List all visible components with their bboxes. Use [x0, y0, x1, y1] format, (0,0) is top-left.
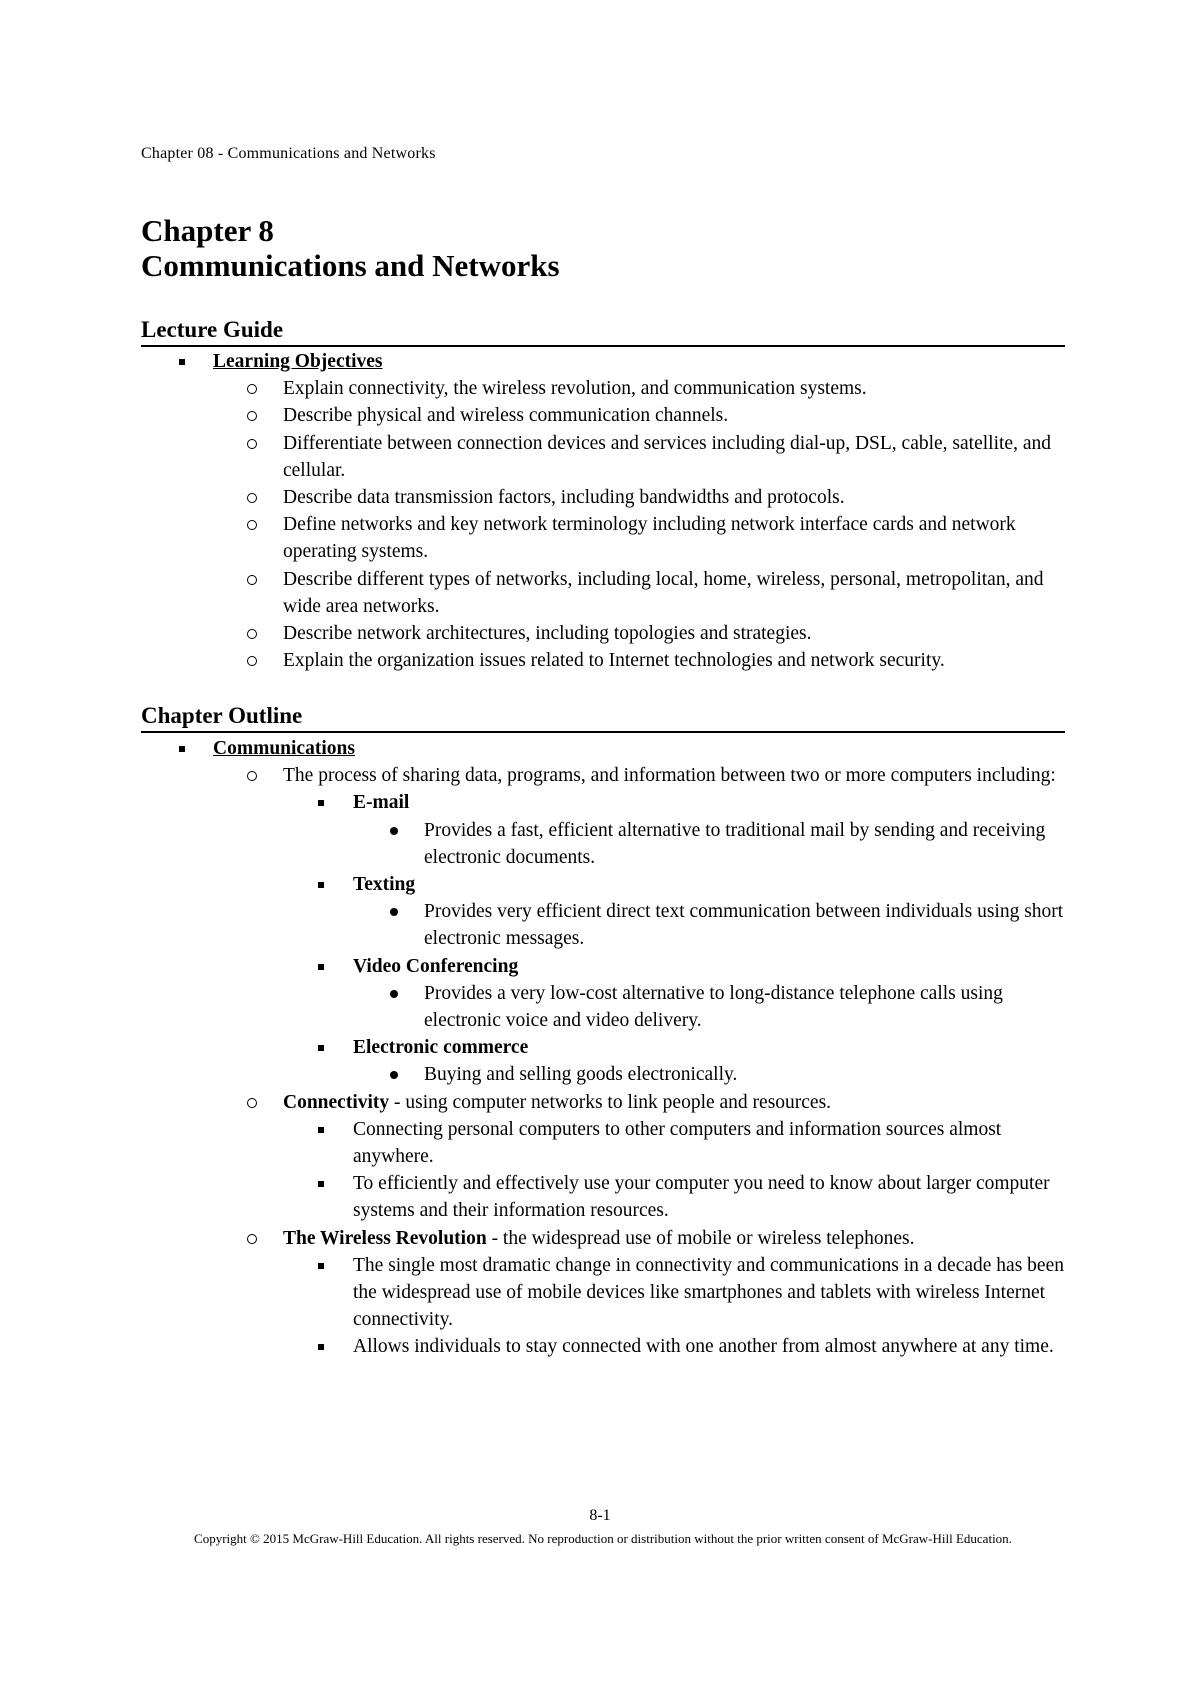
lecture-guide-heading: Lecture Guide: [141, 316, 1065, 347]
list-item: [141, 1170, 1071, 1224]
list-item: [141, 375, 1071, 402]
circle-bullet-icon: [247, 375, 257, 404]
wireless-point: Allows individuals to stay connected with one another from almost anywhere at any time.: [353, 1336, 1054, 1358]
electronic-commerce-term: Electronic commerce: [353, 1037, 529, 1059]
communications-heading: Communications: [213, 738, 355, 759]
chapter-outline-list: [141, 735, 1071, 1361]
round-bullet-icon: [390, 1061, 398, 1089]
page-number: 8-1: [589, 1507, 611, 1524]
connectivity-point: Connecting personal computers to other computers and information sources almost anywhere.: [353, 1118, 1002, 1168]
list-item: [141, 348, 1071, 375]
list-item: [141, 871, 1071, 898]
connectivity-term: Connectivity: [283, 1091, 390, 1113]
square-bullet-icon: [318, 1333, 324, 1360]
list-item: [141, 953, 1071, 980]
circle-bullet-icon: [247, 762, 257, 791]
square-bullet-icon: [318, 1034, 324, 1061]
chapter-outline-heading: Chapter Outline: [141, 702, 1065, 733]
list-item: [141, 402, 1071, 429]
list-item: [141, 1225, 1071, 1252]
list-item: [141, 1034, 1071, 1061]
square-bullet-icon: [318, 871, 324, 898]
list-item: [141, 980, 1071, 1034]
list-item: [141, 647, 1071, 674]
list-item: [141, 430, 1071, 484]
circle-bullet-icon: [247, 430, 257, 459]
list-item: [141, 789, 1071, 816]
circle-bullet-icon: [247, 1225, 257, 1254]
connectivity-definition: - using computer networks to link people and resources.: [389, 1091, 832, 1113]
objective-text: Describe data transmission factors, including bandwidths and protocols.: [283, 487, 845, 509]
list-item: [141, 762, 1071, 789]
learning-objectives-heading: Learning Objectives: [213, 351, 383, 372]
list-item: [141, 620, 1071, 647]
square-bullet-icon: [179, 348, 185, 375]
circle-bullet-icon: [247, 647, 257, 676]
wireless-revolution-definition: - the widespread use of mobile or wireless telephones.: [486, 1227, 915, 1249]
email-term: E-mail: [353, 792, 410, 814]
video-conferencing-term: Video Conferencing: [353, 955, 519, 977]
list-item: [141, 898, 1071, 952]
list-item: [141, 817, 1071, 871]
list-item: [141, 1116, 1071, 1170]
chapter-title: [141, 213, 560, 283]
objective-text: Differentiate between connection devices and services including dial-up, DSL, cable, satellite, and cellular.: [283, 432, 1051, 481]
round-bullet-icon: [390, 980, 398, 1008]
list-item: [141, 1333, 1071, 1360]
list-item: [141, 1061, 1071, 1088]
wireless-revolution-term: The Wireless Revolution: [283, 1227, 487, 1249]
circle-bullet-icon: [247, 566, 257, 595]
texting-term: Texting: [353, 874, 416, 896]
circle-bullet-icon: [247, 511, 257, 540]
circle-bullet-icon: [247, 620, 257, 649]
connectivity-point: To efficiently and effectively use your computer you need to know about larger computer systems and their information resources.: [353, 1173, 1050, 1222]
list-item: [141, 1089, 1071, 1116]
video-conferencing-description: Provides a very low-cost alternative to long-distance telephone calls using electronic voice and video delivery.: [424, 982, 1003, 1032]
circle-bullet-icon: [247, 402, 257, 431]
square-bullet-icon: [318, 1116, 324, 1143]
square-bullet-icon: [318, 1252, 324, 1279]
square-bullet-icon: [318, 953, 324, 980]
circle-bullet-icon: [247, 484, 257, 513]
list-item: [141, 566, 1071, 620]
objective-text: Explain the organization issues related to Internet technologies and network security.: [283, 650, 945, 672]
objective-text: Describe network architectures, including topologies and strategies.: [283, 623, 812, 645]
objective-text: Define networks and key network terminology including network interface cards and network operating systems.: [283, 514, 1016, 563]
electronic-commerce-description: Buying and selling goods electronically.: [424, 1064, 738, 1086]
communications-definition: The process of sharing data, programs, and information between two or more computers including:: [283, 765, 1056, 787]
wireless-point: The single most dramatic change in connectivity and communications in a decade has been the widespread use of mobile devices like smartphones and tablets with wireless Internet connectivity.: [353, 1254, 1064, 1331]
copyright-notice: Copyright © 2015 McGraw-Hill Education. All rights reserved. No reproduction or distribution without the prior written consent of McGraw-Hill Education.: [194, 1531, 1012, 1546]
circle-bullet-icon: [247, 1089, 257, 1118]
learning-objectives-list: [141, 348, 1071, 674]
round-bullet-icon: [390, 817, 398, 845]
square-bullet-icon: [179, 735, 185, 762]
round-bullet-icon: [390, 898, 398, 926]
chapter-number: Chapter 8: [141, 213, 274, 248]
list-item: [141, 1252, 1071, 1334]
email-description: Provides a fast, efficient alternative to traditional mail by sending and receiving electronic documents.: [424, 819, 1046, 868]
list-item: [141, 511, 1071, 565]
list-item: [141, 484, 1071, 511]
square-bullet-icon: [318, 1170, 324, 1197]
objective-text: Describe physical and wireless communication channels.: [283, 405, 729, 427]
texting-description: Provides very efficient direct text communication between individuals using short electronic messages.: [424, 901, 1064, 950]
objective-text: Describe different types of networks, including local, home, wireless, personal, metropolitan, and wide area networks.: [283, 568, 1044, 617]
square-bullet-icon: [318, 789, 324, 816]
running-header: Chapter 08 - Communications and Networks: [141, 145, 436, 162]
objective-text: Explain connectivity, the wireless revolution, and communication systems.: [283, 378, 867, 400]
list-item: [141, 735, 1071, 762]
chapter-name: Communications and Networks: [141, 248, 560, 283]
